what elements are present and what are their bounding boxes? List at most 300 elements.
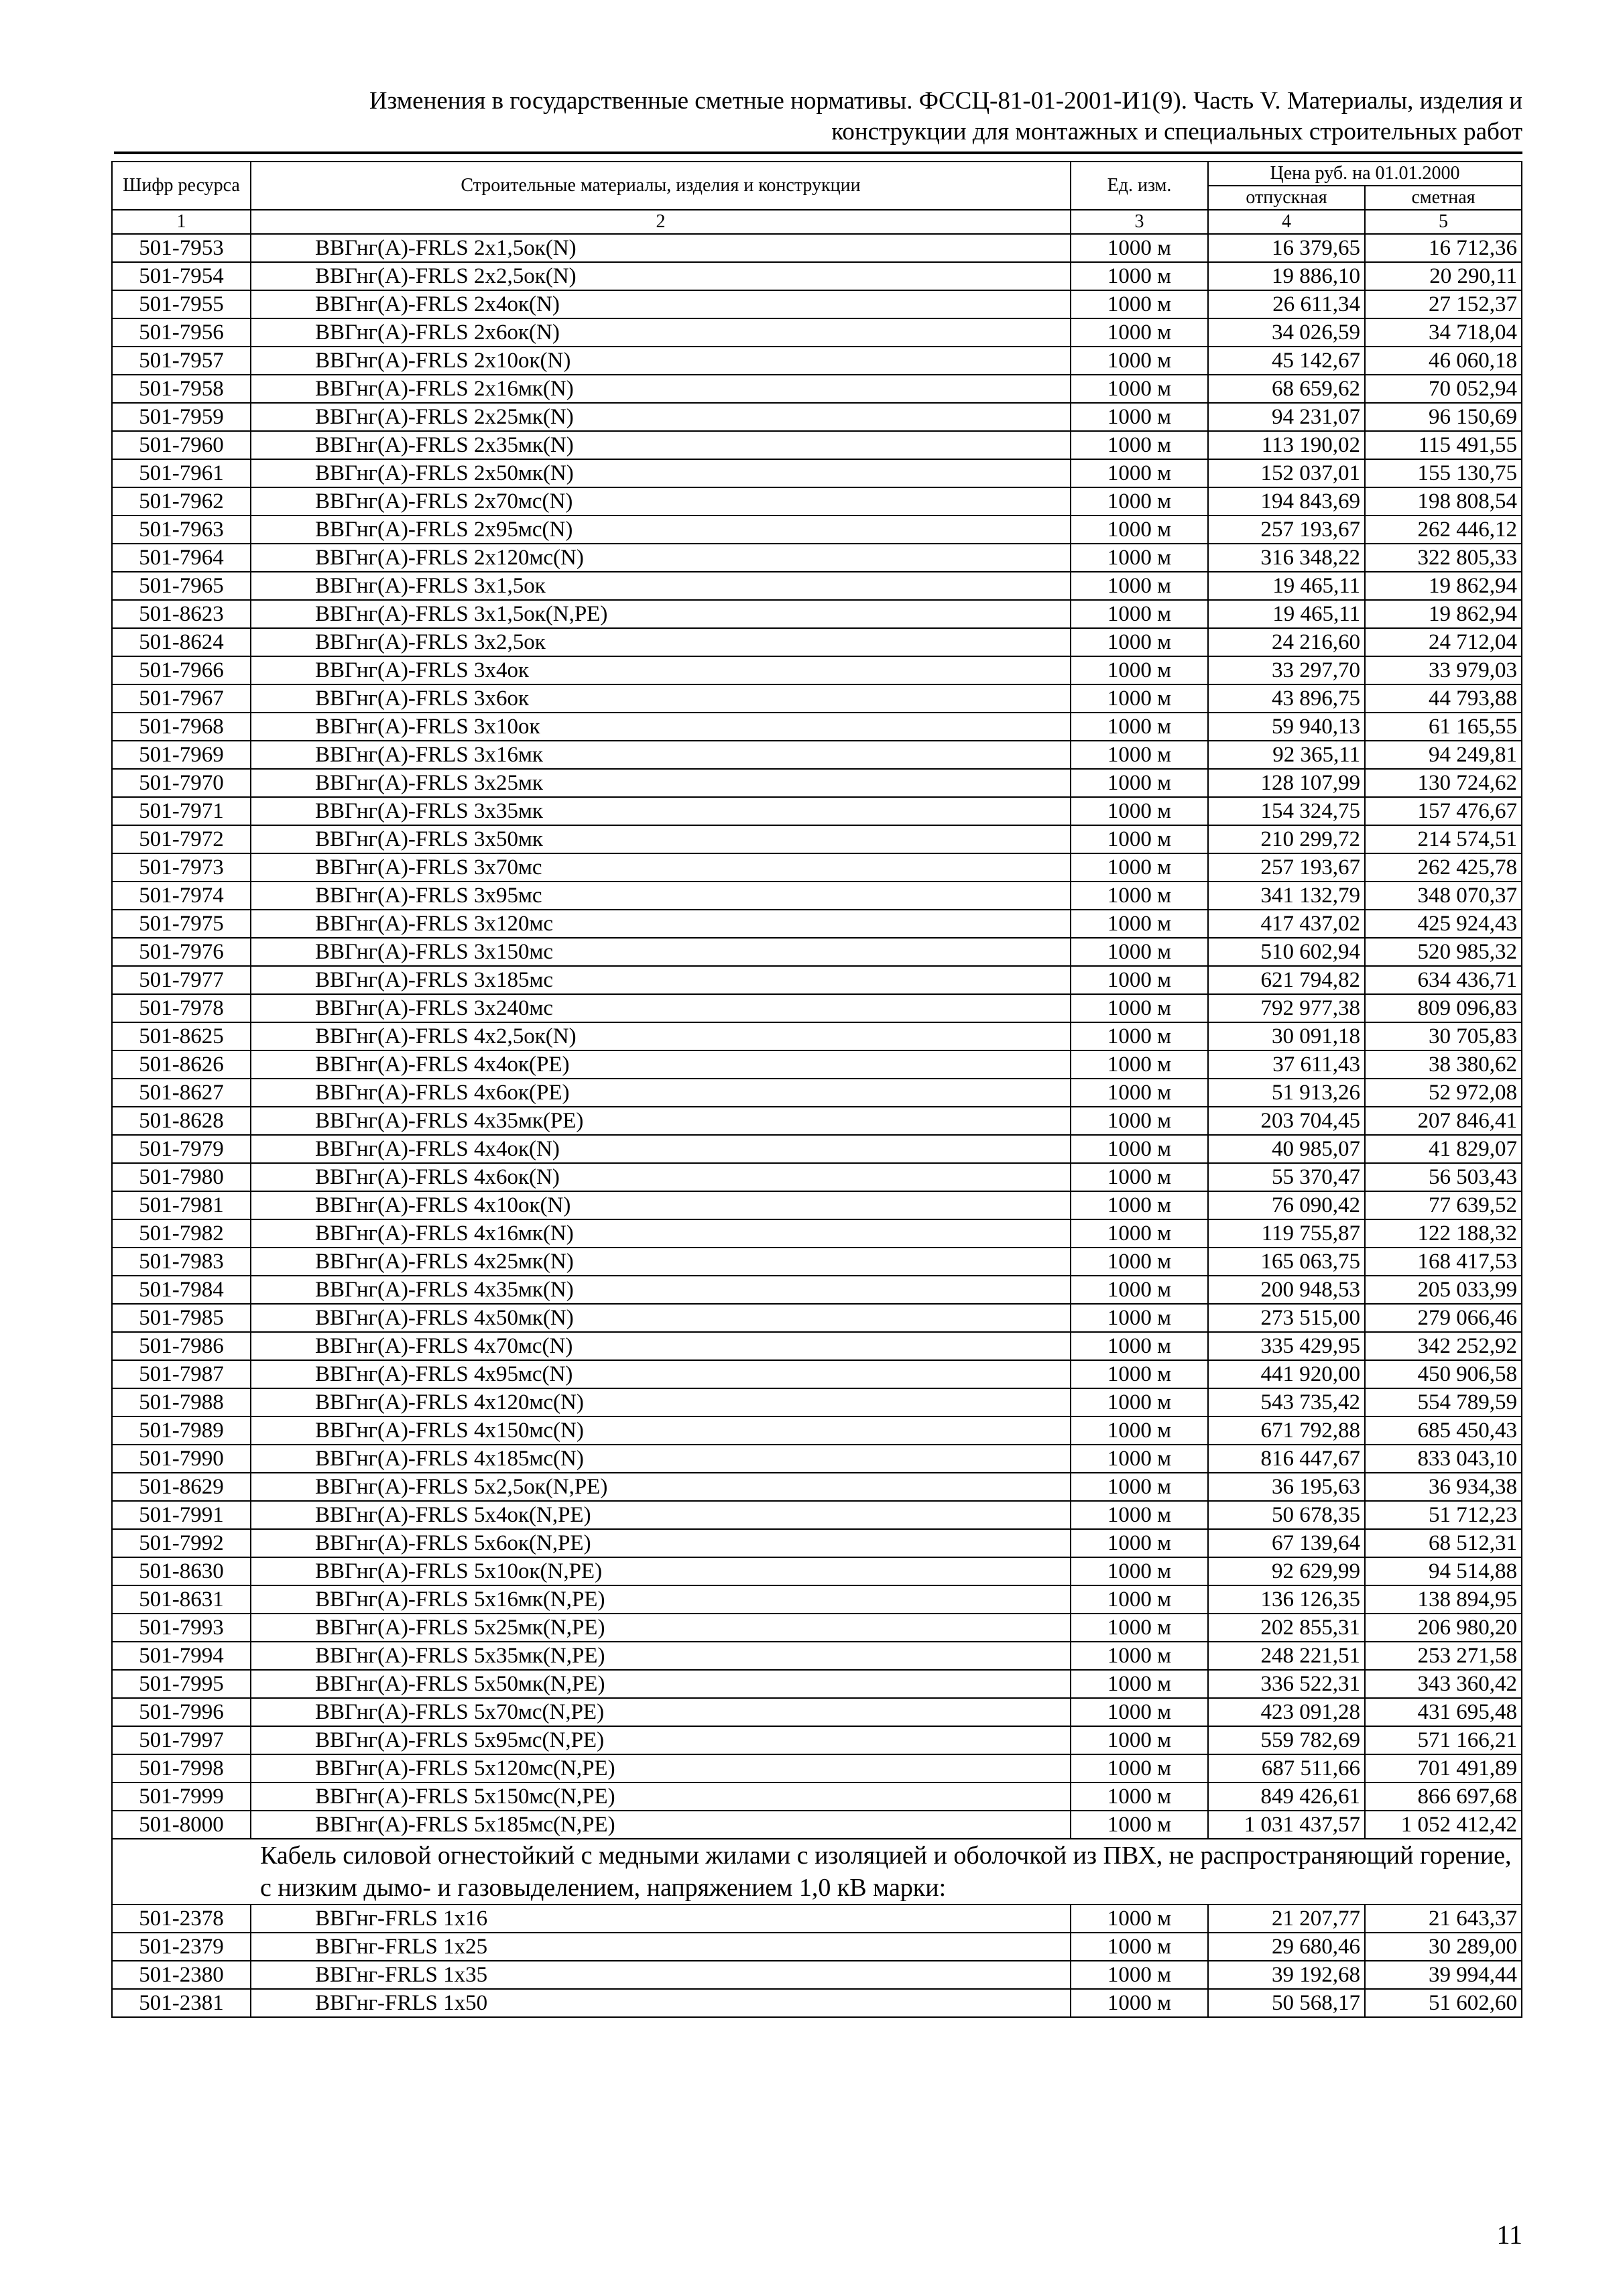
resource-code-cell: 501-7993 xyxy=(112,1614,251,1642)
release-price-cell: 29 680,46 xyxy=(1208,1933,1365,1961)
resource-code-cell: 501-7964 xyxy=(112,544,251,572)
unit-cell: 1000 м xyxy=(1071,628,1208,656)
estimate-price-cell: 205 033,99 xyxy=(1365,1276,1522,1304)
estimate-price-cell: 155 130,75 xyxy=(1365,459,1522,487)
unit-cell: 1000 м xyxy=(1071,1416,1208,1445)
release-price-cell: 68 659,62 xyxy=(1208,375,1365,403)
estimate-price-cell: 214 574,51 xyxy=(1365,825,1522,853)
header-rule xyxy=(114,152,1522,154)
release-price-cell: 59 940,13 xyxy=(1208,713,1365,741)
material-name-cell: ВВГнг(А)-FRLS 2х50мк(N) xyxy=(251,459,1071,487)
resource-code-cell: 501-7959 xyxy=(112,403,251,431)
estimate-price-cell: 634 436,71 xyxy=(1365,966,1522,994)
resource-code-cell: 501-7955 xyxy=(112,290,251,318)
estimate-price-cell: 122 188,32 xyxy=(1365,1219,1522,1248)
estimate-price-cell: 44 793,88 xyxy=(1365,684,1522,713)
material-name-cell: ВВГнг-FRLS 1х35 xyxy=(251,1961,1071,1989)
release-price-cell: 43 896,75 xyxy=(1208,684,1365,713)
release-price-cell: 26 611,34 xyxy=(1208,290,1365,318)
resource-code-cell: 501-8624 xyxy=(112,628,251,656)
resource-code-cell: 501-7982 xyxy=(112,1219,251,1248)
estimate-price-cell: 51 602,60 xyxy=(1365,1989,1522,2017)
resource-code-cell: 501-7999 xyxy=(112,1783,251,1811)
unit-cell: 1000 м xyxy=(1071,1022,1208,1050)
material-name-cell: ВВГнг(А)-FRLS 2х120мс(N) xyxy=(251,544,1071,572)
estimate-price-cell: 94 514,88 xyxy=(1365,1557,1522,1585)
table-row xyxy=(112,403,1522,431)
material-name-cell: ВВГнг(А)-FRLS 4х10ок(N) xyxy=(251,1191,1071,1219)
table-row xyxy=(112,1811,1522,1839)
material-name-cell: ВВГнг(А)-FRLS 3х95мс xyxy=(251,882,1071,910)
resource-code-cell: 501-7992 xyxy=(112,1529,251,1557)
col-header-price: Цена руб. на 01.01.2000 xyxy=(1208,162,1522,186)
table-row xyxy=(112,1783,1522,1811)
resource-code-cell: 501-2379 xyxy=(112,1933,251,1961)
header-line-1: Изменения в государственные сметные нормативы. ФССЦ-81-01-2001-И1(9). Часть V. Материалы, изделия и xyxy=(369,87,1522,115)
resource-code-cell: 501-7994 xyxy=(112,1642,251,1670)
table-row xyxy=(112,797,1522,825)
release-price-cell: 36 195,63 xyxy=(1208,1473,1365,1501)
estimate-price-cell: 343 360,42 xyxy=(1365,1670,1522,1698)
release-price-cell: 51 913,26 xyxy=(1208,1079,1365,1107)
table-row xyxy=(112,1248,1522,1276)
release-price-cell: 202 855,31 xyxy=(1208,1614,1365,1642)
material-name-cell: ВВГнг(А)-FRLS 2х16мк(N) xyxy=(251,375,1071,403)
material-name-cell: ВВГнг-FRLS 1х50 xyxy=(251,1989,1071,2017)
col-number-1: 1 xyxy=(112,210,251,234)
resource-code-cell: 501-8628 xyxy=(112,1107,251,1135)
resource-code-cell: 501-7976 xyxy=(112,938,251,966)
col-header-unit: Ед. изм. xyxy=(1071,162,1208,210)
release-price-cell: 119 755,87 xyxy=(1208,1219,1365,1248)
material-name-cell: ВВГнг(А)-FRLS 4х16мк(N) xyxy=(251,1219,1071,1248)
material-name-cell: ВВГнг(А)-FRLS 5х70мс(N,PE) xyxy=(251,1698,1071,1726)
material-name-cell: ВВГнг(А)-FRLS 2х4ок(N) xyxy=(251,290,1071,318)
estimate-price-cell: 21 643,37 xyxy=(1365,1905,1522,1933)
release-price-cell: 257 193,67 xyxy=(1208,853,1365,882)
resource-code-cell: 501-8630 xyxy=(112,1557,251,1585)
unit-cell: 1000 м xyxy=(1071,1726,1208,1754)
material-name-cell: ВВГнг(А)-FRLS 3х150мс xyxy=(251,938,1071,966)
unit-cell: 1000 м xyxy=(1071,1614,1208,1642)
estimate-price-cell: 262 425,78 xyxy=(1365,853,1522,882)
table-row xyxy=(112,656,1522,684)
release-price-cell: 19 465,11 xyxy=(1208,600,1365,628)
table-row xyxy=(112,1585,1522,1614)
release-price-cell: 200 948,53 xyxy=(1208,1276,1365,1304)
estimate-price-cell: 279 066,46 xyxy=(1365,1304,1522,1332)
material-name-cell: ВВГнг(А)-FRLS 3х50мк xyxy=(251,825,1071,853)
header-line-2: конструкции для монтажных и специальных строительных работ xyxy=(831,118,1522,145)
unit-cell: 1000 м xyxy=(1071,1219,1208,1248)
material-name-cell: ВВГнг(А)-FRLS 3х120мс xyxy=(251,910,1071,938)
resource-code-cell: 501-8623 xyxy=(112,600,251,628)
estimate-price-cell: 94 249,81 xyxy=(1365,741,1522,769)
col-header-name: Строительные материалы, изделия и конструкции xyxy=(251,162,1071,210)
release-price-cell: 50 568,17 xyxy=(1208,1989,1365,2017)
estimate-price-cell: 554 789,59 xyxy=(1365,1388,1522,1416)
release-price-cell: 165 063,75 xyxy=(1208,1248,1365,1276)
resource-code-cell: 501-7967 xyxy=(112,684,251,713)
table-row xyxy=(112,1219,1522,1248)
release-price-cell: 154 324,75 xyxy=(1208,797,1365,825)
table-row xyxy=(112,459,1522,487)
unit-cell: 1000 м xyxy=(1071,1248,1208,1276)
resource-code-cell: 501-7988 xyxy=(112,1388,251,1416)
table-row xyxy=(112,1698,1522,1726)
table-row xyxy=(112,572,1522,600)
estimate-price-cell: 19 862,94 xyxy=(1365,600,1522,628)
release-price-cell: 21 207,77 xyxy=(1208,1905,1365,1933)
resource-code-cell: 501-7962 xyxy=(112,487,251,516)
material-name-cell: ВВГнг(А)-FRLS 4х185мс(N) xyxy=(251,1445,1071,1473)
material-name-cell: ВВГнг(А)-FRLS 2х25мк(N) xyxy=(251,403,1071,431)
release-price-cell: 92 629,99 xyxy=(1208,1557,1365,1585)
unit-cell: 1000 м xyxy=(1071,1754,1208,1783)
release-price-cell: 441 920,00 xyxy=(1208,1360,1365,1388)
unit-cell: 1000 м xyxy=(1071,1332,1208,1360)
material-name-cell: ВВГнг(А)-FRLS 4х50мк(N) xyxy=(251,1304,1071,1332)
unit-cell: 1000 м xyxy=(1071,290,1208,318)
material-name-cell: ВВГнг(А)-FRLS 2х95мс(N) xyxy=(251,516,1071,544)
release-price-cell: 341 132,79 xyxy=(1208,882,1365,910)
material-name-cell: ВВГнг(А)-FRLS 3х6ок xyxy=(251,684,1071,713)
material-name-cell: ВВГнг(А)-FRLS 4х95мс(N) xyxy=(251,1360,1071,1388)
estimate-price-cell: 168 417,53 xyxy=(1365,1248,1522,1276)
material-name-cell: ВВГнг(А)-FRLS 3х1,5ок xyxy=(251,572,1071,600)
material-name-cell: ВВГнг(А)-FRLS 5х150мс(N,PE) xyxy=(251,1783,1071,1811)
resource-code-cell: 501-2380 xyxy=(112,1961,251,1989)
resource-code-cell: 501-8627 xyxy=(112,1079,251,1107)
release-price-cell: 335 429,95 xyxy=(1208,1332,1365,1360)
unit-cell: 1000 м xyxy=(1071,1698,1208,1726)
unit-cell: 1000 м xyxy=(1071,262,1208,290)
table-row xyxy=(112,1163,1522,1191)
resource-code-cell: 501-7980 xyxy=(112,1163,251,1191)
unit-cell: 1000 м xyxy=(1071,544,1208,572)
estimate-price-cell: 520 985,32 xyxy=(1365,938,1522,966)
material-name-cell: ВВГнг(А)-FRLS 4х150мс(N) xyxy=(251,1416,1071,1445)
unit-cell: 1000 м xyxy=(1071,572,1208,600)
release-price-cell: 152 037,01 xyxy=(1208,459,1365,487)
table-row xyxy=(112,1473,1522,1501)
material-name-cell: ВВГнг(А)-FRLS 2х10ок(N) xyxy=(251,347,1071,375)
resource-code-cell: 501-8000 xyxy=(112,1811,251,1839)
resource-code-cell: 501-7963 xyxy=(112,516,251,544)
unit-cell: 1000 м xyxy=(1071,1304,1208,1332)
material-name-cell: ВВГнг-FRLS 1х16 xyxy=(251,1905,1071,1933)
unit-cell: 1000 м xyxy=(1071,600,1208,628)
material-name-cell: ВВГнг(А)-FRLS 5х25мк(N,PE) xyxy=(251,1614,1071,1642)
table-row xyxy=(112,938,1522,966)
unit-cell: 1000 м xyxy=(1071,910,1208,938)
table-row xyxy=(112,994,1522,1022)
unit-cell: 1000 м xyxy=(1071,1050,1208,1079)
release-price-cell: 257 193,67 xyxy=(1208,516,1365,544)
estimate-price-cell: 425 924,43 xyxy=(1365,910,1522,938)
release-price-cell: 687 511,66 xyxy=(1208,1754,1365,1783)
unit-cell: 1000 м xyxy=(1071,1388,1208,1416)
unit-cell: 1000 м xyxy=(1071,1585,1208,1614)
price-table xyxy=(111,161,1522,2018)
table-row xyxy=(112,1961,1522,1989)
section-title: Кабель силовой огнестойкий с медными жилами с изоляцией и оболочкой из ПВХ, не распространяющий горение, с низким дымо- и газовыделением, напряжением 1,0 кВ марки: xyxy=(112,1839,1522,1905)
unit-cell: 1000 м xyxy=(1071,1989,1208,2017)
estimate-price-cell: 16 712,36 xyxy=(1365,234,1522,262)
estimate-price-cell: 809 096,83 xyxy=(1365,994,1522,1022)
table-row xyxy=(112,1754,1522,1783)
unit-cell: 1000 м xyxy=(1071,1670,1208,1698)
table-row xyxy=(112,600,1522,628)
release-price-cell: 128 107,99 xyxy=(1208,769,1365,797)
resource-code-cell: 501-7997 xyxy=(112,1726,251,1754)
estimate-price-cell: 19 862,94 xyxy=(1365,572,1522,600)
material-name-cell: ВВГнг(А)-FRLS 5х120мс(N,PE) xyxy=(251,1754,1071,1783)
release-price-cell: 50 678,35 xyxy=(1208,1501,1365,1529)
unit-cell: 1000 м xyxy=(1071,1529,1208,1557)
unit-cell: 1000 м xyxy=(1071,1933,1208,1961)
unit-cell: 1000 м xyxy=(1071,1360,1208,1388)
material-name-cell: ВВГнг(А)-FRLS 4х4ок(PE) xyxy=(251,1050,1071,1079)
material-name-cell: ВВГнг(А)-FRLS 3х25мк xyxy=(251,769,1071,797)
resource-code-cell: 501-7971 xyxy=(112,797,251,825)
resource-code-cell: 501-7987 xyxy=(112,1360,251,1388)
unit-cell: 1000 м xyxy=(1071,1191,1208,1219)
release-price-cell: 33 297,70 xyxy=(1208,656,1365,684)
estimate-price-cell: 70 052,94 xyxy=(1365,375,1522,403)
release-price-cell: 40 985,07 xyxy=(1208,1135,1365,1163)
estimate-price-cell: 20 290,11 xyxy=(1365,262,1522,290)
table-row xyxy=(112,516,1522,544)
estimate-price-cell: 342 252,92 xyxy=(1365,1332,1522,1360)
estimate-price-cell: 450 906,58 xyxy=(1365,1360,1522,1388)
material-name-cell: ВВГнг(А)-FRLS 4х70мс(N) xyxy=(251,1332,1071,1360)
resource-code-cell: 501-7958 xyxy=(112,375,251,403)
material-name-cell: ВВГнг(А)-FRLS 4х2,5ок(N) xyxy=(251,1022,1071,1050)
table-row xyxy=(112,769,1522,797)
table-row xyxy=(112,1557,1522,1585)
unit-cell: 1000 м xyxy=(1071,403,1208,431)
resource-code-cell: 501-7986 xyxy=(112,1332,251,1360)
material-name-cell: ВВГнг(А)-FRLS 3х185мс xyxy=(251,966,1071,994)
release-price-cell: 92 365,11 xyxy=(1208,741,1365,769)
unit-cell: 1000 м xyxy=(1071,741,1208,769)
table-row xyxy=(112,1529,1522,1557)
table-row xyxy=(112,713,1522,741)
document-header xyxy=(114,86,1522,147)
unit-cell: 1000 м xyxy=(1071,1557,1208,1585)
unit-cell: 1000 м xyxy=(1071,1163,1208,1191)
resource-code-cell: 501-7957 xyxy=(112,347,251,375)
release-price-cell: 336 522,31 xyxy=(1208,1670,1365,1698)
material-name-cell: ВВГнг(А)-FRLS 2х2,5ок(N) xyxy=(251,262,1071,290)
material-name-cell: ВВГнг(А)-FRLS 3х10ок xyxy=(251,713,1071,741)
resource-code-cell: 501-7956 xyxy=(112,318,251,347)
table-row xyxy=(112,290,1522,318)
release-price-cell: 559 782,69 xyxy=(1208,1726,1365,1754)
table-row xyxy=(112,1905,1522,1933)
material-name-cell: ВВГнг(А)-FRLS 4х6ок(PE) xyxy=(251,1079,1071,1107)
section-row xyxy=(112,1839,1522,1905)
table-row xyxy=(112,882,1522,910)
estimate-price-cell: 77 639,52 xyxy=(1365,1191,1522,1219)
unit-cell: 1000 м xyxy=(1071,375,1208,403)
unit-cell: 1000 м xyxy=(1071,1642,1208,1670)
unit-cell: 1000 м xyxy=(1071,713,1208,741)
resource-code-cell: 501-8625 xyxy=(112,1022,251,1050)
unit-cell: 1000 м xyxy=(1071,431,1208,459)
table-row xyxy=(112,1304,1522,1332)
estimate-price-cell: 41 829,07 xyxy=(1365,1135,1522,1163)
resource-code-cell: 501-7966 xyxy=(112,656,251,684)
release-price-cell: 45 142,67 xyxy=(1208,347,1365,375)
col-number-4: 4 xyxy=(1208,210,1365,234)
resource-code-cell: 501-7989 xyxy=(112,1416,251,1445)
resource-code-cell: 501-7985 xyxy=(112,1304,251,1332)
resource-code-cell: 501-7984 xyxy=(112,1276,251,1304)
unit-cell: 1000 м xyxy=(1071,769,1208,797)
unit-cell: 1000 м xyxy=(1071,1445,1208,1473)
table-row xyxy=(112,1933,1522,1961)
table-row xyxy=(112,487,1522,516)
release-price-cell: 273 515,00 xyxy=(1208,1304,1365,1332)
estimate-price-cell: 38 380,62 xyxy=(1365,1050,1522,1079)
estimate-price-cell: 34 718,04 xyxy=(1365,318,1522,347)
col-number-5: 5 xyxy=(1365,210,1522,234)
material-name-cell: ВВГнг(А)-FRLS 4х35мк(N) xyxy=(251,1276,1071,1304)
col-number-3: 3 xyxy=(1071,210,1208,234)
resource-code-cell: 501-7977 xyxy=(112,966,251,994)
table-row xyxy=(112,910,1522,938)
table-row xyxy=(112,544,1522,572)
table-row xyxy=(112,1388,1522,1416)
release-price-cell: 55 370,47 xyxy=(1208,1163,1365,1191)
release-price-cell: 30 091,18 xyxy=(1208,1022,1365,1050)
material-name-cell: ВВГнг(А)-FRLS 3х4ок xyxy=(251,656,1071,684)
estimate-price-cell: 68 512,31 xyxy=(1365,1529,1522,1557)
material-name-cell: ВВГнг(А)-FRLS 5х6ок(N,PE) xyxy=(251,1529,1071,1557)
table-row xyxy=(112,1501,1522,1529)
material-name-cell: ВВГнг(А)-FRLS 4х25мк(N) xyxy=(251,1248,1071,1276)
table-row xyxy=(112,1416,1522,1445)
estimate-price-cell: 52 972,08 xyxy=(1365,1079,1522,1107)
release-price-cell: 39 192,68 xyxy=(1208,1961,1365,1989)
unit-cell: 1000 м xyxy=(1071,938,1208,966)
estimate-price-cell: 198 808,54 xyxy=(1365,487,1522,516)
estimate-price-cell: 36 934,38 xyxy=(1365,1473,1522,1501)
release-price-cell: 510 602,94 xyxy=(1208,938,1365,966)
resource-code-cell: 501-7960 xyxy=(112,431,251,459)
unit-cell: 1000 м xyxy=(1071,853,1208,882)
unit-cell: 1000 м xyxy=(1071,516,1208,544)
release-price-cell: 203 704,45 xyxy=(1208,1107,1365,1135)
table-row xyxy=(112,1079,1522,1107)
material-name-cell: ВВГнг-FRLS 1х25 xyxy=(251,1933,1071,1961)
material-name-cell: ВВГнг(А)-FRLS 4х120мс(N) xyxy=(251,1388,1071,1416)
resource-code-cell: 501-7996 xyxy=(112,1698,251,1726)
material-name-cell: ВВГнг(А)-FRLS 5х35мк(N,PE) xyxy=(251,1642,1071,1670)
table-row xyxy=(112,1332,1522,1360)
table-row xyxy=(112,1614,1522,1642)
unit-cell: 1000 м xyxy=(1071,347,1208,375)
release-price-cell: 67 139,64 xyxy=(1208,1529,1365,1557)
table-row xyxy=(112,1276,1522,1304)
unit-cell: 1000 м xyxy=(1071,797,1208,825)
estimate-price-cell: 206 980,20 xyxy=(1365,1614,1522,1642)
table-row xyxy=(112,966,1522,994)
resource-code-cell: 501-7974 xyxy=(112,882,251,910)
unit-cell: 1000 м xyxy=(1071,487,1208,516)
estimate-price-cell: 46 060,18 xyxy=(1365,347,1522,375)
resource-code-cell: 501-7961 xyxy=(112,459,251,487)
resource-code-cell: 501-8626 xyxy=(112,1050,251,1079)
release-price-cell: 136 126,35 xyxy=(1208,1585,1365,1614)
release-price-cell: 194 843,69 xyxy=(1208,487,1365,516)
release-price-cell: 621 794,82 xyxy=(1208,966,1365,994)
material-name-cell: ВВГнг(А)-FRLS 2х70мс(N) xyxy=(251,487,1071,516)
unit-cell: 1000 м xyxy=(1071,459,1208,487)
estimate-price-cell: 207 846,41 xyxy=(1365,1107,1522,1135)
table-body xyxy=(112,234,1522,2017)
release-price-cell: 16 379,65 xyxy=(1208,234,1365,262)
resource-code-cell: 501-7998 xyxy=(112,1754,251,1783)
unit-cell: 1000 м xyxy=(1071,1905,1208,1933)
material-name-cell: ВВГнг(А)-FRLS 5х16мк(N,PE) xyxy=(251,1585,1071,1614)
table-row xyxy=(112,318,1522,347)
estimate-price-cell: 431 695,48 xyxy=(1365,1698,1522,1726)
col-header-estimate: сметная xyxy=(1365,186,1522,210)
table-row xyxy=(112,1989,1522,2017)
estimate-price-cell: 30 705,83 xyxy=(1365,1022,1522,1050)
estimate-price-cell: 96 150,69 xyxy=(1365,403,1522,431)
release-price-cell: 792 977,38 xyxy=(1208,994,1365,1022)
table-row xyxy=(112,1191,1522,1219)
resource-code-cell: 501-8629 xyxy=(112,1473,251,1501)
material-name-cell: ВВГнг(А)-FRLS 4х4ок(N) xyxy=(251,1135,1071,1163)
estimate-price-cell: 51 712,23 xyxy=(1365,1501,1522,1529)
unit-cell: 1000 м xyxy=(1071,994,1208,1022)
estimate-price-cell: 61 165,55 xyxy=(1365,713,1522,741)
table-row xyxy=(112,1360,1522,1388)
unit-cell: 1000 м xyxy=(1071,882,1208,910)
resource-code-cell: 501-2381 xyxy=(112,1989,251,2017)
estimate-price-cell: 30 289,00 xyxy=(1365,1933,1522,1961)
table-row xyxy=(112,1726,1522,1754)
estimate-price-cell: 685 450,43 xyxy=(1365,1416,1522,1445)
estimate-price-cell: 262 446,12 xyxy=(1365,516,1522,544)
material-name-cell: ВВГнг(А)-FRLS 3х16мк xyxy=(251,741,1071,769)
estimate-price-cell: 322 805,33 xyxy=(1365,544,1522,572)
release-price-cell: 34 026,59 xyxy=(1208,318,1365,347)
unit-cell: 1000 м xyxy=(1071,1135,1208,1163)
estimate-price-cell: 701 491,89 xyxy=(1365,1754,1522,1783)
unit-cell: 1000 м xyxy=(1071,318,1208,347)
resource-code-cell: 501-7970 xyxy=(112,769,251,797)
table-row xyxy=(112,234,1522,262)
table-row xyxy=(112,1642,1522,1670)
release-price-cell: 94 231,07 xyxy=(1208,403,1365,431)
table-row xyxy=(112,853,1522,882)
table-row xyxy=(112,1022,1522,1050)
col-header-code: Шифр ресурса xyxy=(112,162,251,210)
unit-cell: 1000 м xyxy=(1071,656,1208,684)
resource-code-cell: 501-7991 xyxy=(112,1501,251,1529)
release-price-cell: 24 216,60 xyxy=(1208,628,1365,656)
resource-code-cell: 501-7953 xyxy=(112,234,251,262)
resource-code-cell: 501-7990 xyxy=(112,1445,251,1473)
resource-code-cell: 501-7973 xyxy=(112,853,251,882)
table-row xyxy=(112,347,1522,375)
